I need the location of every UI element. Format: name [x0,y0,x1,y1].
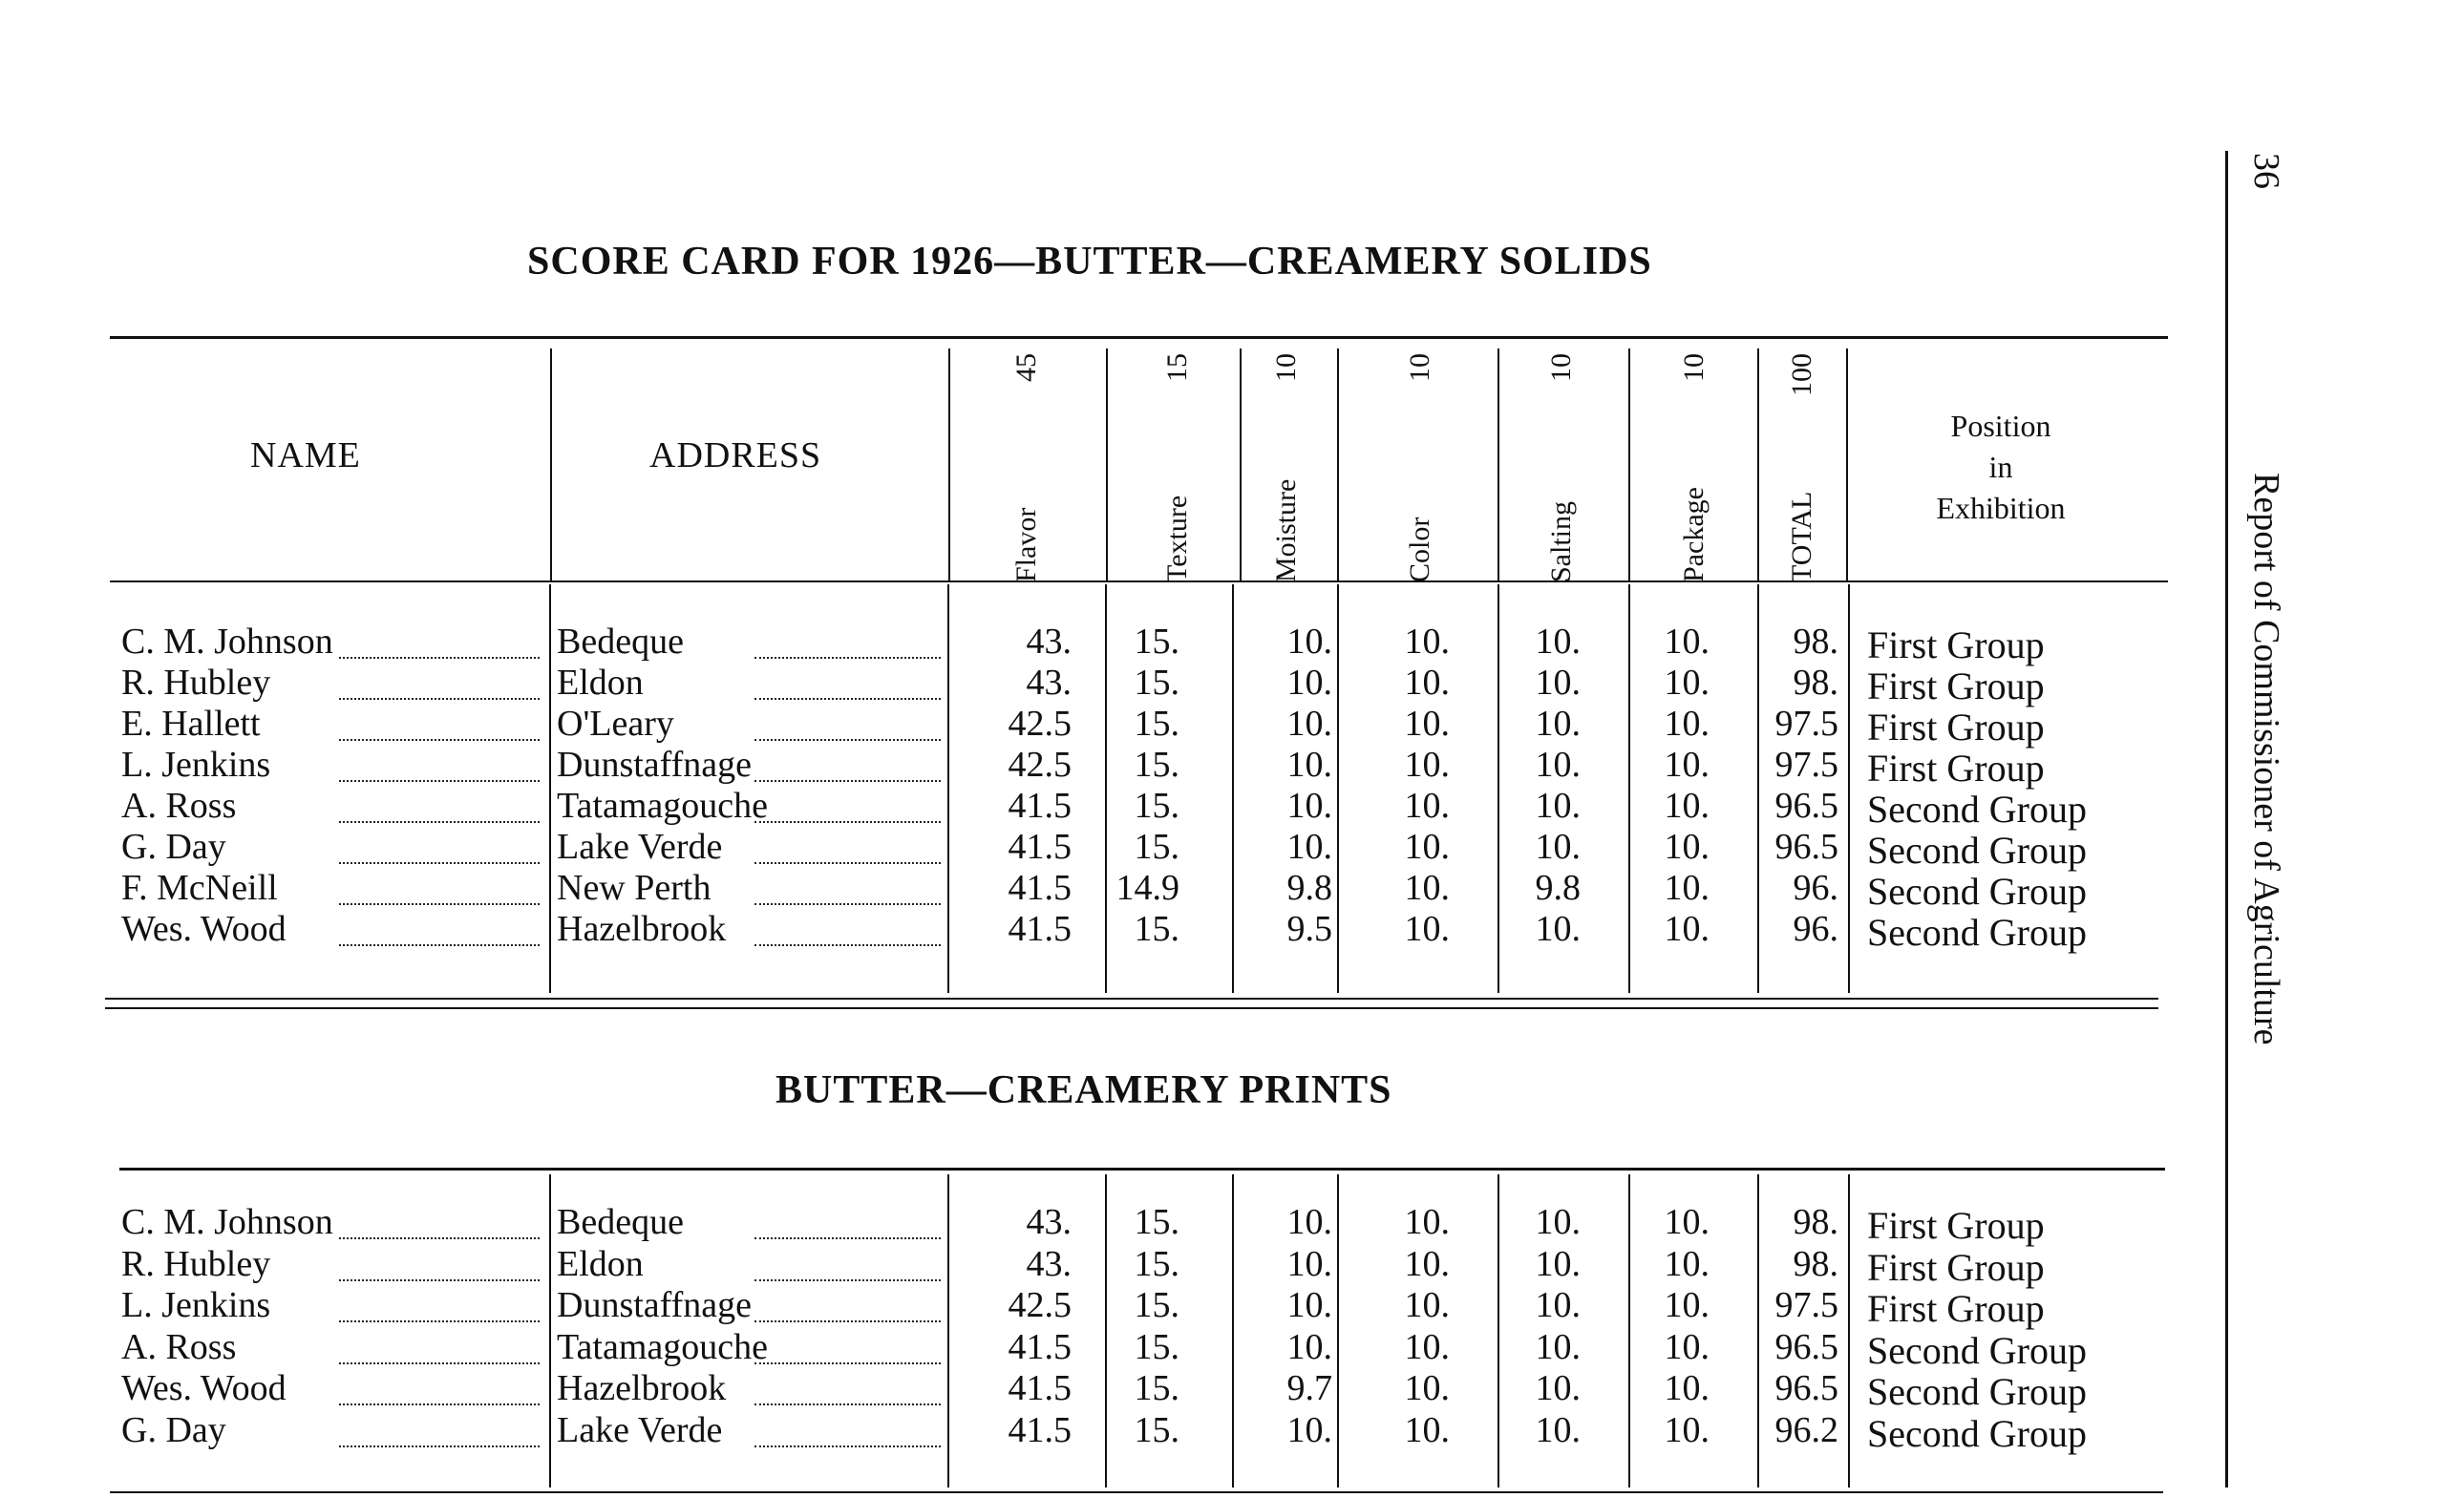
col-rule [549,584,551,993]
row-texture: 15. [1134,786,1179,826]
row-total: 98. [1793,663,1838,703]
row-moisture: 10. [1286,1326,1332,1367]
row-position: Second Group [1867,1370,2087,1413]
col-rule [1628,348,1630,582]
row-texture: 15. [1134,1285,1179,1325]
row-total: 96. [1793,868,1838,908]
row-name: C. M. Johnson [121,622,333,662]
name-leader [339,657,540,659]
row-position: Second Group [1867,788,2087,831]
name-leader [339,1403,540,1405]
table2-bottom-rule [110,1491,2163,1493]
row-name: F. McNeill [121,868,278,908]
row-package: 10. [1664,663,1710,703]
name-leader [339,821,540,823]
row-moisture: 10. [1286,704,1332,744]
row-name: L. Jenkins [121,1285,271,1325]
row-flavor: 43. [1026,663,1072,703]
row-texture: 15. [1134,704,1179,744]
row-color: 10. [1404,1202,1450,1242]
row-position: First Group [1867,747,2045,790]
address-leader [754,1320,941,1322]
row-texture: 15. [1134,1243,1179,1284]
row-address: Dunstaffnage [557,1285,753,1325]
header-position-line1: Position [1950,409,2051,443]
row-texture: 14.9 [1115,868,1179,908]
row-flavor: 43. [1026,1243,1072,1284]
row-address: Tatamagouche [557,1326,769,1367]
table1-top-rule [110,336,2168,339]
row-flavor: 42.5 [1008,745,1072,785]
header-position [1891,406,2111,529]
row-color: 10. [1404,1409,1450,1450]
row-texture: 15. [1134,1368,1179,1408]
name-leader [339,1237,540,1239]
row-salting: 10. [1535,622,1581,662]
row-texture: 15. [1134,1202,1179,1242]
row-position: First Group [1867,1245,2045,1289]
row-name: Wes. Wood [121,909,287,949]
col-rule [550,348,552,582]
name-leader [339,862,540,864]
row-color: 10. [1404,909,1450,949]
row-package: 10. [1664,868,1710,908]
row-moisture: 10. [1286,1409,1332,1450]
row-address: Eldon [557,1243,644,1284]
row-package: 10. [1664,704,1710,744]
row-flavor: 41.5 [1008,868,1072,908]
row-total: 96.2 [1774,1409,1838,1450]
row-name: A. Ross [121,786,237,826]
row-salting: 10. [1535,909,1581,949]
row-salting: 10. [1535,1368,1581,1408]
row-position: First Group [1867,1287,2045,1330]
header-salting: Salting [1545,500,1577,582]
header-salting-max: 10 [1545,353,1577,382]
row-texture: 15. [1134,1409,1179,1450]
row-color: 10. [1404,827,1450,867]
row-salting: 10. [1535,827,1581,867]
table2-top-rule [119,1168,2165,1171]
row-moisture: 10. [1286,663,1332,703]
row-salting: 9.8 [1535,868,1581,908]
table1-double-rule [105,1007,2158,1009]
row-salting: 10. [1535,1285,1581,1325]
name-leader [339,1320,540,1322]
row-flavor: 42.5 [1008,704,1072,744]
row-name: G. Day [121,827,226,867]
row-package: 10. [1664,1409,1710,1450]
row-flavor: 41.5 [1008,827,1072,867]
row-position: Second Group [1867,829,2087,872]
row-position: Second Group [1867,870,2087,913]
row-color: 10. [1404,704,1450,744]
row-salting: 10. [1535,745,1581,785]
header-position-line3: Exhibition [1936,491,2066,525]
row-address: O'Leary [557,704,674,744]
row-address: Dunstaffnage [557,745,753,785]
row-total: 97.5 [1774,704,1838,744]
row-salting: 10. [1535,1202,1581,1242]
header-address: ADDRESS [649,435,822,475]
col-rule [1106,348,1108,582]
row-flavor: 41.5 [1008,909,1072,949]
table1-double-rule [105,998,2158,1000]
address-leader [754,657,941,659]
row-package: 10. [1664,1243,1710,1284]
col-rule [1846,348,1848,582]
row-texture: 15. [1134,827,1179,867]
name-leader [339,780,540,782]
row-address: Lake Verde [557,1409,723,1450]
row-position: Second Group [1867,911,2087,954]
row-texture: 15. [1134,622,1179,662]
address-leader [754,944,941,946]
name-leader [339,1445,540,1447]
row-color: 10. [1404,745,1450,785]
row-total: 96.5 [1774,786,1838,826]
name-leader [339,698,540,700]
row-color: 10. [1404,663,1450,703]
row-address: Bedeque [557,622,684,662]
header-color-max: 10 [1404,353,1435,382]
header-name: NAME [250,435,361,475]
address-leader [754,780,941,782]
row-package: 10. [1664,786,1710,826]
row-color: 10. [1404,1285,1450,1325]
row-salting: 10. [1535,663,1581,703]
header-moisture: Moisture [1270,478,1302,582]
row-salting: 10. [1535,786,1581,826]
col-rule [549,1174,551,1487]
row-package: 10. [1664,1285,1710,1325]
row-address: Hazelbrook [557,909,727,949]
row-moisture: 10. [1286,786,1332,826]
name-leader [339,944,540,946]
row-salting: 10. [1535,1326,1581,1367]
margin-rule [2225,151,2228,1487]
header-moisture-max: 10 [1270,353,1302,382]
row-moisture: 10. [1286,1285,1332,1325]
header-flavor: Flavor [1010,507,1042,582]
address-leader [754,1279,941,1281]
row-package: 10. [1664,745,1710,785]
row-address: Bedeque [557,1202,684,1242]
row-name: L. Jenkins [121,745,271,785]
row-flavor: 43. [1026,622,1072,662]
header-total: TOTAL [1786,491,1817,582]
row-position: Second Group [1867,1328,2087,1372]
row-position: First Group [1867,665,2045,707]
row-total: 96. [1793,909,1838,949]
address-leader [754,1237,941,1239]
col-rule [947,1174,949,1487]
col-rule [948,348,950,582]
row-flavor: 41.5 [1008,1409,1072,1450]
row-package: 10. [1664,1326,1710,1367]
row-total: 98. [1793,1243,1838,1284]
row-moisture: 10. [1286,827,1332,867]
row-moisture: 10. [1286,1243,1332,1284]
row-color: 10. [1404,868,1450,908]
row-address: Lake Verde [557,827,723,867]
row-color: 10. [1404,622,1450,662]
running-title: Report of Commissioner of Agriculture [2246,473,2286,1045]
row-flavor: 42.5 [1008,1285,1072,1325]
header-total-max: 100 [1786,353,1817,396]
address-leader [754,698,941,700]
row-moisture: 10. [1286,622,1332,662]
row-color: 10. [1404,786,1450,826]
row-package: 10. [1664,827,1710,867]
row-total: 97.5 [1774,1285,1838,1325]
row-name: Wes. Wood [121,1368,287,1408]
row-flavor: 41.5 [1008,1368,1072,1408]
header-flavor-max: 45 [1010,353,1042,382]
address-leader [754,862,941,864]
table2-title: BUTTER—CREAMERY PRINTS [775,1068,1392,1112]
address-leader [754,903,941,905]
row-name: R. Hubley [121,663,271,703]
row-address: Eldon [557,663,644,703]
address-leader [754,821,941,823]
row-texture: 15. [1134,1326,1179,1367]
row-name: A. Ross [121,1326,237,1367]
header-texture-max: 15 [1161,353,1193,382]
row-moisture: 9.8 [1286,868,1332,908]
col-rule [1848,1174,1850,1487]
name-leader [339,903,540,905]
col-rule [1848,584,1850,993]
row-total: 98. [1793,1202,1838,1242]
col-rule [1498,348,1499,582]
row-texture: 15. [1134,745,1179,785]
row-color: 10. [1404,1368,1450,1408]
row-color: 10. [1404,1243,1450,1284]
row-moisture: 10. [1286,745,1332,785]
row-flavor: 41.5 [1008,1326,1072,1367]
address-leader [754,1403,941,1405]
row-total: 96.5 [1774,827,1838,867]
row-salting: 10. [1535,704,1581,744]
row-moisture: 9.7 [1286,1368,1332,1408]
header-texture: Texture [1161,495,1193,582]
name-leader [339,1279,540,1281]
row-position: First Group [1867,706,2045,749]
row-total: 96.5 [1774,1368,1838,1408]
row-position: Second Group [1867,1411,2087,1455]
name-leader [339,739,540,741]
col-rule [1240,348,1242,582]
row-package: 10. [1664,1368,1710,1408]
header-package: Package [1678,487,1710,582]
col-rule [947,584,949,993]
col-rule [1337,348,1339,582]
row-total: 97.5 [1774,745,1838,785]
row-total: 96.5 [1774,1326,1838,1367]
row-package: 10. [1664,909,1710,949]
row-name: G. Day [121,1409,226,1450]
header-package-max: 10 [1678,353,1710,382]
row-address: Tatamagouche [557,786,769,826]
row-name: C. M. Johnson [121,1202,333,1242]
row-flavor: 43. [1026,1202,1072,1242]
table1-title: SCORE CARD FOR 1926—BUTTER—CREAMERY SOLIDS [527,240,1652,284]
address-leader [754,739,941,741]
row-color: 10. [1404,1326,1450,1367]
row-package: 10. [1664,1202,1710,1242]
row-moisture: 10. [1286,1202,1332,1242]
col-rule [1757,348,1759,582]
table1-header-rule [110,580,2168,582]
row-texture: 15. [1134,663,1179,703]
row-salting: 10. [1535,1409,1581,1450]
row-address: Hazelbrook [557,1368,727,1408]
header-color: Color [1404,517,1435,582]
row-name: E. Hallett [121,704,261,744]
name-leader [339,1362,540,1364]
row-name: R. Hubley [121,1243,271,1284]
header-position-line2: in [1988,450,2013,484]
row-total: 98. [1793,622,1838,662]
row-position: First Group [1867,1204,2045,1247]
row-package: 10. [1664,622,1710,662]
row-texture: 15. [1134,909,1179,949]
address-leader [754,1445,941,1447]
row-salting: 10. [1535,1243,1581,1284]
address-leader [754,1362,941,1364]
row-moisture: 9.5 [1286,909,1332,949]
page-number: 36 [2246,153,2286,189]
row-flavor: 41.5 [1008,786,1072,826]
row-address: New Perth [557,868,712,908]
row-position: First Group [1867,623,2045,666]
